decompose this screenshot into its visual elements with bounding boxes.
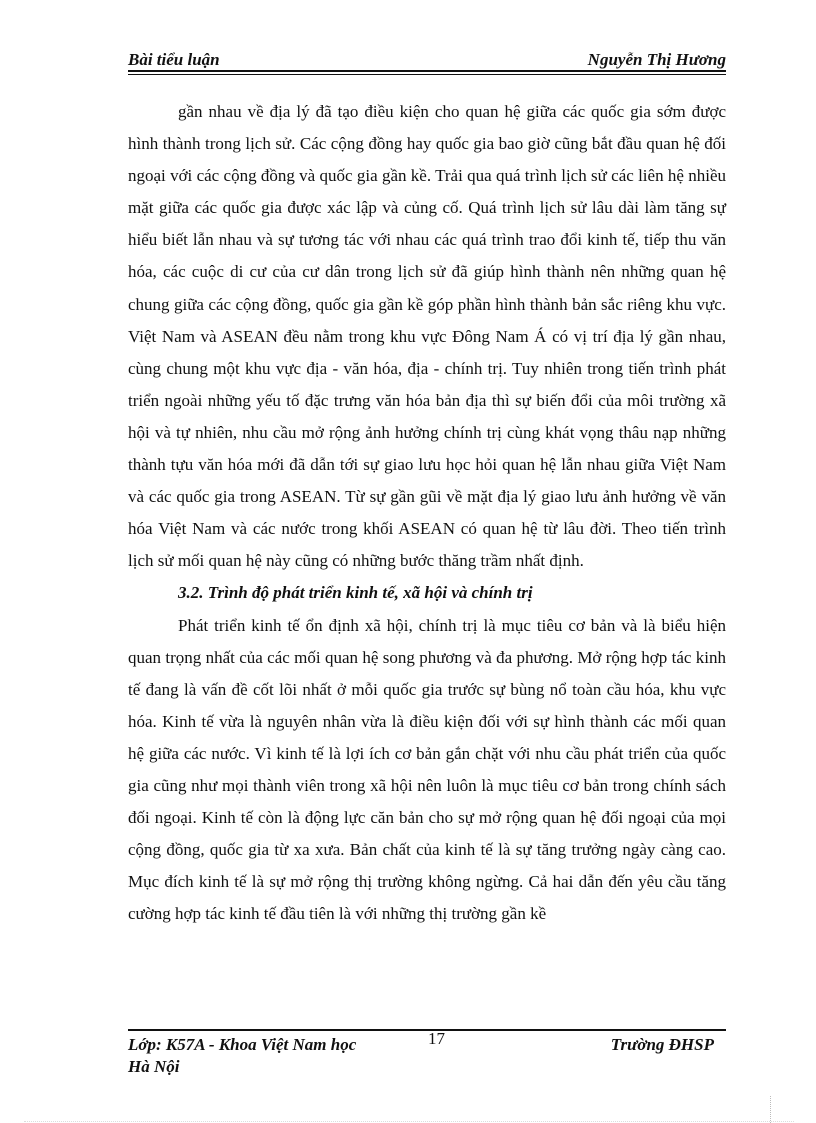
header-author: Nguyễn Thị Hương xyxy=(587,50,726,69)
footer-rule xyxy=(128,1029,726,1031)
footer-school: Trường ĐHSP xyxy=(610,1035,714,1054)
footer-city: Hà Nội xyxy=(128,1057,180,1076)
page-footer xyxy=(128,1029,726,1080)
body-paragraph-2: Phát triển kinh tế ổn định xã hội, chính trị là mục tiêu cơ bản và là biểu hiện quan trọng nhất của các mối quan hệ song phương và đa phương. Mở rộng hợp tác kinh tế đang là vấn đề cốt lõi nhất ở mỗi quốc gia trước sự bùng nổ toàn cầu hóa, khu vực hóa. Kinh tế vừa là nguyên nhân vừa là điều kiện đối với sự hình thành các mối quan hệ giữa các nước. Vì kinh tế là lợi ích cơ bản gắn chặt với nhu cầu phát triển của quốc gia cũng như mọi thành viên trong xã hội nên luôn là mục tiêu cơ bản trong chính sách đối ngoại. Kinh tế còn là động lực căn bản cho sự mở rộng quan hệ đối ngoại của mọi cộng đồng, quốc gia từ xa xưa. Bản chất của kinh tế là sự tăng trưởng ngày càng cao. Mục đích kinh tế là sự mở rộng thị trường không ngừng. Cả hai dẫn đến yêu cầu tăng cường hợp tác kinh tế đầu tiên là với những thị trường gần kề xyxy=(128,615,726,924)
page-body xyxy=(128,96,726,930)
page-edge-line xyxy=(24,1121,794,1122)
page-number: 17 xyxy=(428,1029,445,1048)
page-header xyxy=(128,50,726,72)
section-heading: 3.2. Trình độ phát triển kinh tế, xã hội và chính trị xyxy=(178,583,533,603)
header-title: Bài tiểu luận xyxy=(128,50,220,69)
page-edge-marker xyxy=(770,1096,771,1123)
header-rule xyxy=(128,70,726,72)
header-rule-thin xyxy=(128,74,726,75)
body-paragraph-1: gần nhau về địa lý đã tạo điều kiện cho quan hệ giữa các quốc gia sớm được hình thành trong lịch sử. Các cộng đồng hay quốc gia bao giờ cũng bắt đầu quan hệ đối ngoại với các cộng đồng và quốc gia gần kề. Trải qua quá trình lịch sử các liên hệ nhiều mặt giữa các quốc gia được xác lập và củng cố. Quá trình lịch sử lâu dài làm tăng sự hiểu biết lẫn nhau và sự tương tác với nhau các quá trình trao đổi kinh tế, tiếp thu văn hóa, các cuộc di cư của cư dân trong lịch sử đã giúp hình thành nên những quan hệ chung giữa các cộng đồng, quốc gia gần kề góp phần hình thành bản sắc riêng khu vực. Việt Nam và ASEAN đều nằm trong khu vực Đông Nam Á có vị trí địa lý gần nhau, cùng chung một khu vực địa - văn hóa, địa - chính trị. Tuy nhiên trong tiến trình phát triển ngoài những yếu tố đặc trưng văn hóa bản địa thì sự biến đổi của môi trường xã hội và tự nhiên, nhu cầu mở rộng ảnh hưởng chính trị cùng khát vọng thâu nạp những thành tựu văn hóa mới đã dẫn tới sự giao lưu học hỏi quan hệ lẫn nhau giữa Việt Nam và các quốc gia trong ASEAN. Từ sự gần gũi về mặt địa lý giao lưu ảnh hưởng về văn hóa Việt Nam và các nước trong khối ASEAN có quan hệ từ lâu đời. Theo tiến trình lịch sử mối quan hệ này cũng có những bước thăng trầm nhất định. xyxy=(128,102,726,571)
footer-class-label: Lớp: K57A - Khoa Việt Nam học xyxy=(128,1035,357,1054)
